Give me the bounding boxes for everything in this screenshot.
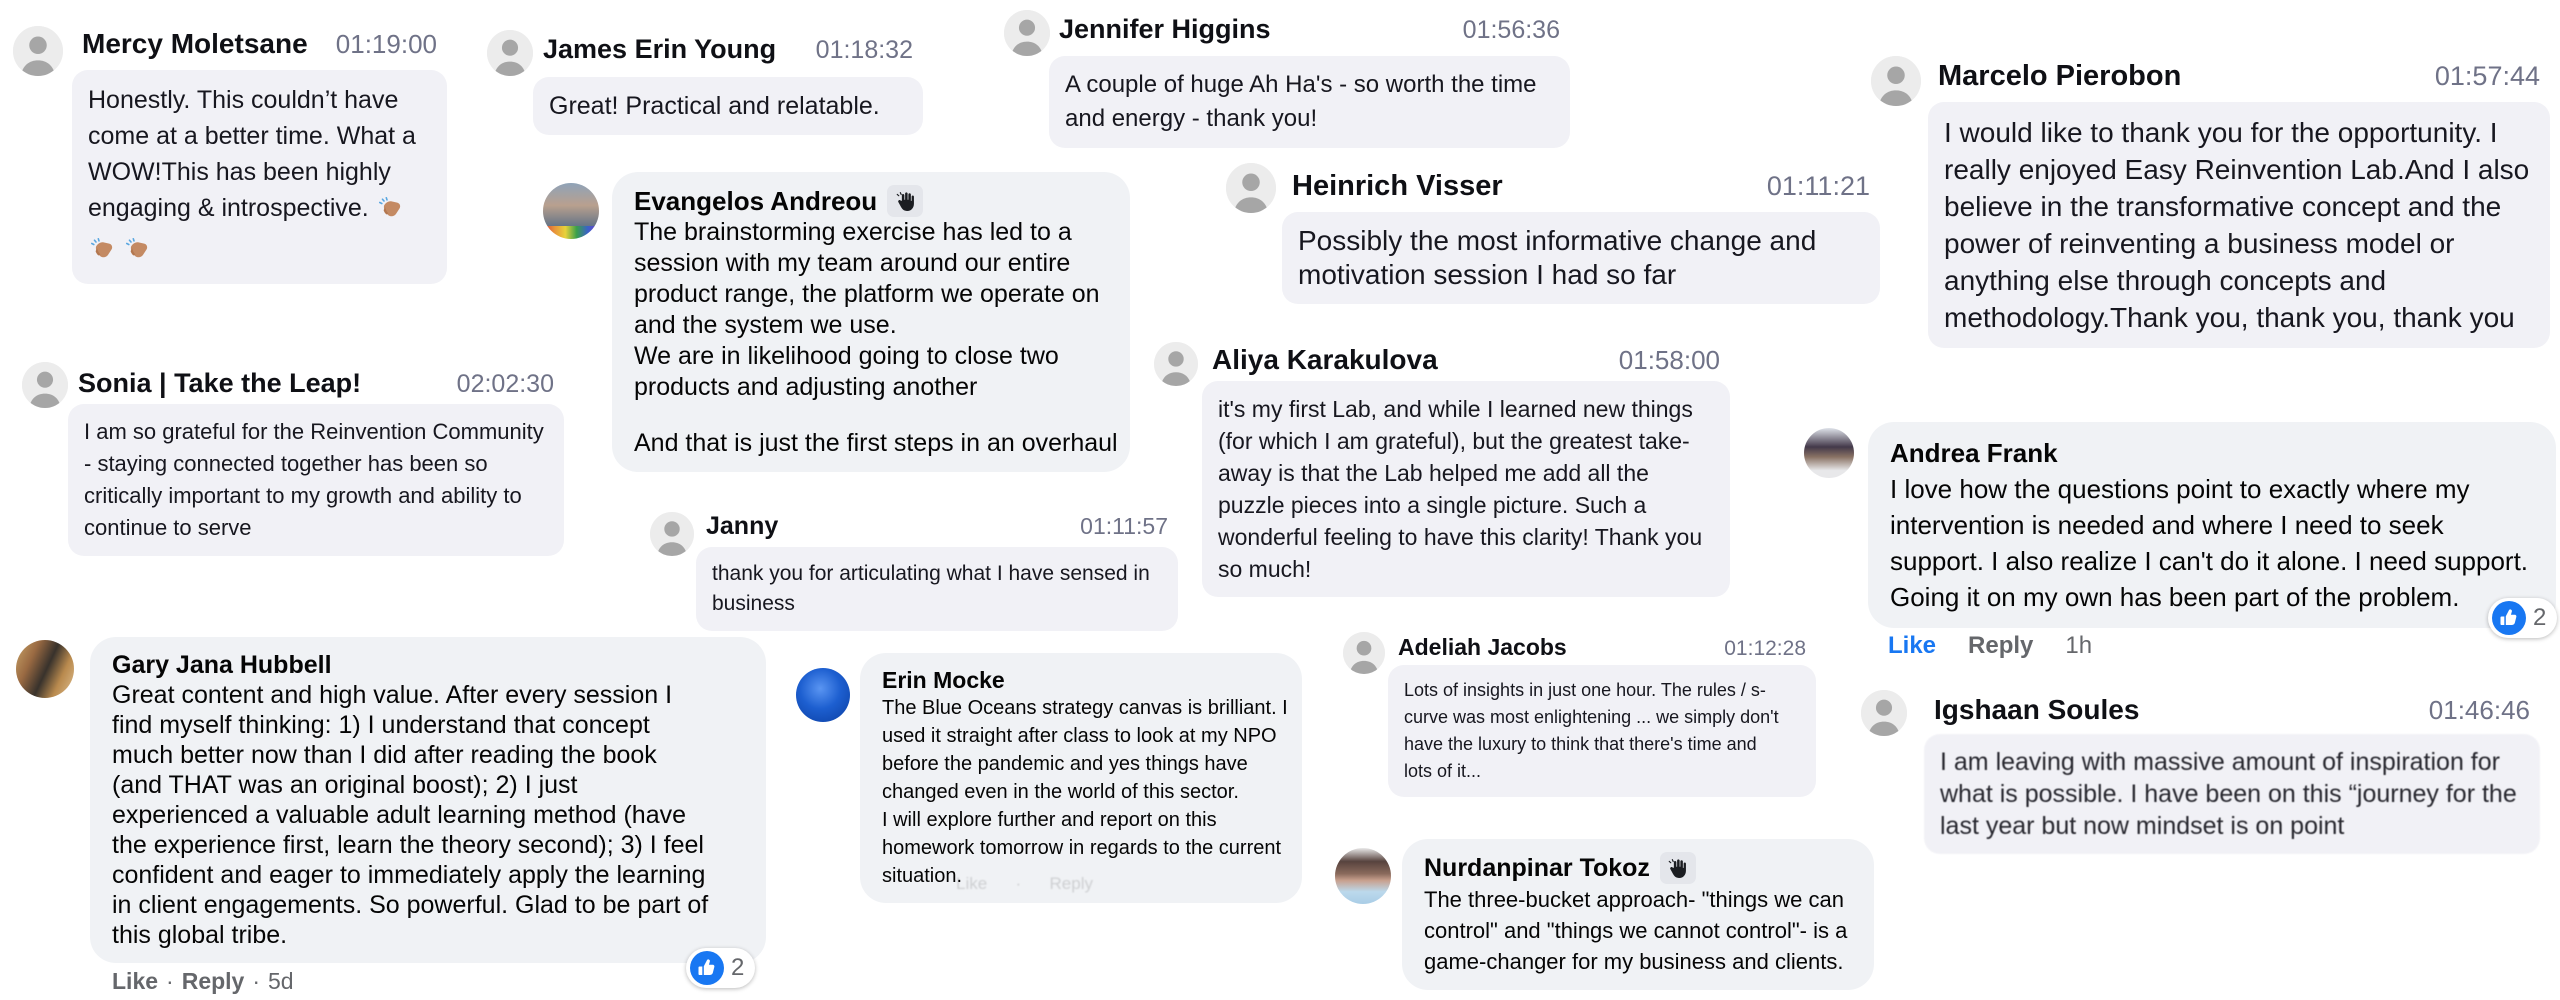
reply-button[interactable]: Reply — [1968, 632, 2034, 659]
message-line: I would like to thank you for the opportunity. I — [1944, 117, 2498, 148]
message-line: Lots of insights in just one hour. The rules / s- — [1404, 680, 1766, 700]
message-line: what is possible. I have been on this “journey for the — [1940, 780, 2517, 808]
message-line: wonderful feeling to have this clarity! Thank you — [1218, 524, 1703, 550]
reply-button[interactable]: Reply — [181, 968, 245, 994]
avatar — [1861, 690, 1907, 736]
sender-name: Aliya Karakulova — [1212, 344, 1438, 375]
message-line: game-changer for my business and clients. — [1424, 949, 1844, 974]
sender-name[interactable] — [1890, 435, 2534, 471]
message-line: before the pandemic and yes things have — [882, 753, 1248, 775]
comment-actions — [1888, 632, 2092, 660]
comment-bubble — [860, 653, 1302, 903]
message-line: I am so grateful for the Reinvention Community — [84, 419, 544, 444]
message-line: engaging & introspective. — [88, 190, 431, 231]
sender-name-text: Evangelos Andreou — [634, 185, 878, 216]
thumbs-up-icon — [2492, 601, 2526, 635]
message-line: come at a better time. What a — [88, 122, 416, 150]
message-bubble — [1928, 102, 2550, 348]
timestamp: 01:19:00 — [335, 29, 437, 59]
message-header — [1212, 344, 1720, 376]
message-line: puzzle pieces into a single picture. Such a — [1218, 492, 1647, 518]
message-line: Honestly. This couldn’t have — [88, 86, 399, 114]
avatar[interactable] — [543, 183, 599, 239]
sender-name-text: Erin Mocke — [882, 667, 1005, 693]
message-bubble — [1924, 734, 2540, 854]
avatar — [1004, 10, 1050, 56]
message-line: anything else through concepts and — [1944, 265, 2387, 296]
message-line: used it straight after class to look at my NPO — [882, 725, 1277, 747]
message-line: WOW!This has been highly — [88, 158, 391, 186]
sender-name-text: Andrea Frank — [1890, 438, 2058, 468]
message-line: this global tribe. — [112, 921, 288, 949]
message-line: homework tomorrow in regards to the current — [882, 837, 1282, 859]
message-line: The three-bucket approach- "things we can — [1424, 887, 1844, 912]
like-button[interactable]: Like — [112, 968, 159, 994]
reaction-badge[interactable] — [2488, 598, 2557, 638]
waving-hand-icon — [887, 185, 923, 217]
avatar[interactable] — [1804, 428, 1854, 478]
avatar — [13, 26, 63, 76]
message-line: power of reinventing a business model or — [1944, 228, 2455, 259]
clapping-hands-icon — [89, 236, 115, 272]
comment-bubble — [1868, 422, 2556, 628]
timestamp: 01:58:00 — [1618, 345, 1720, 375]
message-bubble — [1202, 381, 1730, 597]
message-bubble — [68, 404, 564, 556]
sender-name: Jennifer Higgins — [1059, 14, 1271, 44]
message-line: The brainstorming exercise has led to a — [634, 218, 1072, 246]
message-line: session with my team around our entire — [634, 249, 1071, 277]
message-header — [1934, 694, 2530, 726]
avatar — [22, 362, 68, 408]
message-line: Possibly the most informative change and — [1298, 225, 1817, 256]
message-line: Great! Practical and relatable. — [549, 92, 880, 120]
message-line: lots of it... — [1404, 761, 1482, 781]
sender-name: Heinrich Visser — [1292, 170, 1503, 202]
message-line: it's my first Lab, and while I learned new things — [1218, 396, 1693, 422]
timestamp: 01:12:28 — [1724, 637, 1806, 660]
message-line: the experience first, learn the theory second); 3) I feel — [112, 831, 704, 859]
comment-age[interactable]: 5d — [268, 968, 294, 994]
message-line: and energy - thank you! — [1065, 105, 1318, 132]
reaction-count: 2 — [2533, 604, 2547, 631]
message-line: intervention is needed and where I need to seek — [1890, 510, 2444, 540]
sender-name[interactable] — [634, 185, 1108, 217]
timestamp: 01:56:36 — [1462, 16, 1560, 44]
timestamp: 01:46:46 — [2428, 695, 2530, 725]
message-line: I will explore further and report on this — [882, 809, 1217, 831]
comment-age[interactable]: 1h — [2065, 632, 2093, 659]
faded-comment-actions: Like · Reply — [956, 874, 1093, 893]
message-line: Great content and high value. After every session I — [112, 681, 673, 709]
message-line: (and THAT was an original boost); 2) I just — [112, 771, 578, 799]
message-line: The Blue Oceans strategy canvas is brilliant. I — [882, 697, 1288, 719]
message-line: product range, the platform we operate on — [634, 280, 1100, 308]
sender-name: Marcelo Pierobon — [1938, 60, 2182, 92]
message-line: I am leaving with massive amount of inspiration for — [1940, 748, 2500, 776]
clapping-hands-icon — [377, 195, 403, 231]
timestamp: 01:57:44 — [2434, 61, 2540, 91]
comment-actions — [112, 968, 294, 995]
separator: · — [166, 968, 174, 994]
message-line: continue to serve — [84, 515, 252, 540]
message-line: And that is just the first steps in an overhaul — [634, 429, 1118, 457]
message-line: thank you for articulating what I have sensed in — [712, 562, 1150, 585]
timestamp: 01:18:32 — [815, 36, 913, 64]
message-line: and the system we use. — [634, 311, 897, 339]
message-line — [88, 231, 431, 272]
avatar — [1343, 632, 1385, 674]
message-line: A couple of huge Ah Ha's - so worth the time — [1065, 71, 1537, 98]
comment-bubble — [90, 637, 766, 963]
sender-name: Mercy Moletsane — [82, 28, 308, 59]
message-header — [543, 34, 913, 65]
message-bubble — [72, 70, 447, 284]
message-line: experienced a valuable adult learning method (have — [112, 801, 686, 829]
avatar — [1871, 56, 1921, 106]
message-line: believe in the transformative concept and the — [1944, 191, 2502, 222]
message-header — [1059, 14, 1560, 45]
sender-name: Adeliah Jacobs — [1398, 634, 1567, 660]
avatar[interactable] — [796, 668, 850, 722]
sender-name: Sonia | Take the Leap! — [78, 368, 362, 398]
message-line: control" and "things we cannot control"- is a — [1424, 918, 1848, 943]
reaction-badge[interactable] — [686, 948, 755, 988]
message-line: methodology.Thank you, thank you, thank you — [1944, 302, 2515, 333]
avatar[interactable] — [16, 640, 74, 698]
avatar — [1226, 163, 1276, 213]
sender-name-text: Nurdanpinar Tokoz — [1424, 853, 1650, 882]
message-line: (for which I am grateful), but the greatest take- — [1218, 428, 1690, 454]
message-line: confident and eager to immediately apply the learning — [112, 861, 706, 889]
clapping-hands-icon — [124, 236, 150, 272]
timestamp: 01:11:57 — [1080, 513, 1168, 539]
message-line: away is that the Lab helped me add all the — [1218, 460, 1649, 486]
message-bubble — [1282, 212, 1880, 304]
message-header — [1292, 170, 1870, 203]
sender-name[interactable] — [112, 650, 744, 680]
like-button[interactable]: Like — [1888, 632, 1937, 659]
waving-hand-icon — [1660, 852, 1696, 884]
message-line: We are in likelihood going to close two — [634, 342, 1059, 370]
sender-name[interactable] — [882, 666, 1280, 694]
reaction-count: 2 — [731, 954, 745, 981]
avatar — [1154, 342, 1198, 386]
separator: · — [252, 968, 261, 994]
message-line: really enjoyed Easy Reinvention Lab.And I also — [1944, 154, 2530, 185]
message-line: last year but now mindset is on point — [1940, 812, 2345, 840]
message-bubble — [1388, 665, 1816, 797]
message-line: critically important to my growth and ability to — [84, 483, 522, 508]
message-line: curve was most enlightening ... we simply don't — [1404, 707, 1779, 727]
avatar[interactable] — [1335, 848, 1391, 904]
message-line: business — [712, 592, 795, 615]
message-line: products and adjusting another — [634, 373, 978, 401]
message-line: situation. — [882, 865, 963, 887]
message-line — [634, 403, 1108, 428]
message-line: - staying connected together has been so — [84, 451, 488, 476]
timestamp: 01:11:21 — [1766, 171, 1870, 201]
message-bubble — [696, 547, 1178, 631]
message-header — [706, 512, 1168, 541]
timestamp: 02:02:30 — [456, 370, 554, 398]
sender-name: Janny — [706, 512, 779, 540]
comment-bubble — [612, 172, 1130, 472]
message-line: Going it on my own has been part of the problem. — [1890, 582, 2460, 612]
message-line: support. I also realize I can't do it alone. I need support. — [1890, 546, 2529, 576]
sender-name[interactable] — [1424, 852, 1852, 884]
message-header — [82, 28, 437, 60]
message-bubble — [533, 77, 923, 135]
message-header — [78, 368, 554, 399]
message-line: find myself thinking: 1) I understand that concept — [112, 711, 650, 739]
message-bubble — [1049, 56, 1570, 148]
sender-name: Igshaan Soules — [1934, 694, 2140, 725]
avatar — [487, 30, 533, 76]
message-line: I love how the questions point to exactly where my — [1890, 474, 2470, 504]
message-line: much better now than I did after reading the book — [112, 741, 657, 769]
message-line: have the luxury to think that there's time and — [1404, 734, 1757, 754]
message-header — [1938, 60, 2540, 93]
sender-name-text: Gary Jana Hubbell — [112, 651, 332, 679]
thumbs-up-icon — [690, 951, 724, 985]
avatar — [650, 512, 694, 556]
sender-name: James Erin Young — [543, 34, 777, 64]
message-header — [1398, 634, 1806, 661]
comment-bubble — [1402, 839, 1874, 990]
message-line: motivation session I had so far — [1298, 259, 1677, 290]
message-line: in client engagements. So powerful. Glad to be part of — [112, 891, 709, 919]
message-line: so much! — [1218, 556, 1312, 582]
message-line: changed even in the world of this sector. — [882, 781, 1239, 803]
